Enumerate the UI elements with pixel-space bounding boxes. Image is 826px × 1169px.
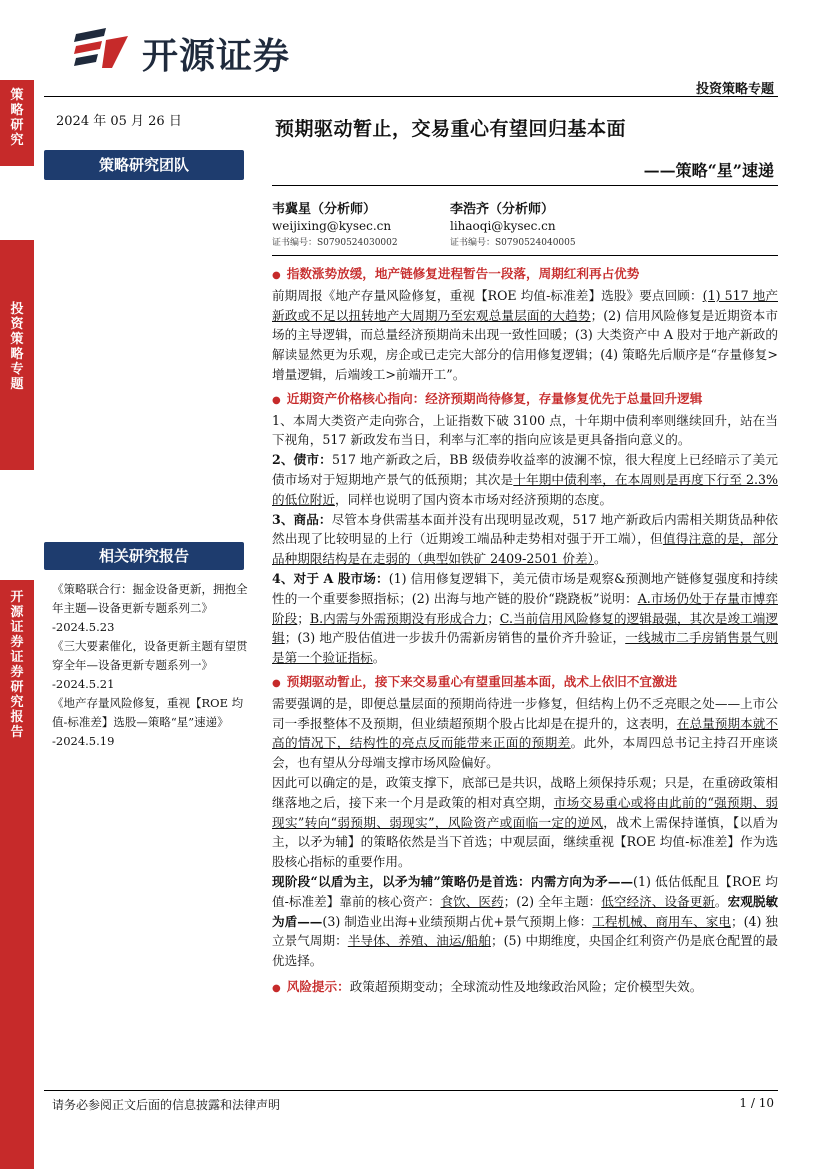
analyst-email[interactable]: lihaoqi@kysec.cn	[450, 219, 556, 233]
section-heading: ● 近期资产价格核心指向：经济预期尚待修复，存量修复优先于总量回升逻辑	[272, 389, 778, 411]
report-title: 预期驱动暂止，交易重心有望回归基本面	[275, 118, 627, 140]
analyst-email[interactable]: weijixing@kysec.cn	[272, 219, 392, 233]
paragraph: 1、本周大类资产走向弥合，上证指数下破 3100 点，十年期中债利率则继续回升，站在当下视角，517 新政发布当日，利率与汇率的指向应该是更具备指向意义的。	[272, 412, 778, 448]
report-body	[272, 260, 778, 999]
footer-disclaimer: 请务必参阅正文后面的信息披露和法律声明	[52, 1098, 281, 1112]
paragraph: 4、对于 A 股市场：(1) 信用修复逻辑下，美元债市场是观察&预测地产链修复强度和持续性的一个重要参照指标；(2) 出海与地产链的股价“跷跷板”说明：A.市场仍处于存量市博弈阶段；B.内需与外需预期没有形成合力；C.当前信用风险修复的逻辑最强，其次是竣工端逻辑；(3) 地产股估值进一步拔升仍需新房销售的量价齐升验证，一线城市二手房销售景气则是第一个验证指标。	[272, 570, 779, 666]
risk-warning: ● 风险提示：政策超预期变动；全球流动性及地缘政治风险；定价模型失效。	[272, 977, 778, 999]
analyst-card	[450, 201, 576, 252]
related-report-title: 《三大要素催化，设备更新主题有望贯穿全年—设备更新专题系列一》	[52, 639, 248, 672]
brand-logo-icon	[72, 24, 134, 72]
related-report-item[interactable]	[52, 580, 256, 637]
analyst-cert: 证书编号：S0790524040005	[450, 238, 576, 248]
side-tab-topic: 投资策略专题	[0, 240, 34, 470]
analyst-cert: 证书编号：S0790524030002	[272, 238, 398, 248]
side-tab-strategy: 策略研究	[0, 80, 34, 166]
title-divider	[272, 185, 778, 186]
paragraph: 需要强调的是，即便总量层面的预期尚待进一步修复，但结构上仍不乏亮眼之处——上市公司一季报整体不及预期，但业绩超预期个股占比却是在提升的，这表明，在总量预期本就不高的情况下，结构性的亮点反而能带来正面的预期差。此外，本周四总书记主持召开座谈会，也有望从分母端支撑市场风险偏好。	[272, 695, 779, 771]
header-divider	[44, 96, 778, 97]
related-report-date: -2024.5.19	[52, 734, 115, 748]
header-tag: 投资策略专题	[695, 82, 774, 97]
section-heading: ● 指数涨势放缓，地产链修复进程暂告一段落，周期红利再占优势	[272, 264, 778, 286]
report-date: 2024 年 05 月 26 日	[56, 114, 182, 129]
paragraph: 因此可以确定的是，政策支撑下，底部已是共识，战略上须保持乐观；只是，在重磅政策相继落地之后，接下来一个月是政策的相对真空期，市场交易重心或将由此前的“强预期、弱现实”转向“弱预期、弱现实”，风险资产或面临一定的逆风，战术上需保持谨慎，【以盾为主，以矛为辅】的策略依然是当下首选；中观层面，继续重视【ROE 均值-标准差】作为选股核心指标的重要作用。	[272, 774, 778, 870]
paragraph: 现阶段“以盾为主，以矛为辅”策略仍是首选：内需方向为矛——(1) 低估低配且【ROE 均值-标准差】靠前的核心资产：食饮、医药；(2) 全年主题：低空经济、设备更新。宏观脱敏为盾——(3) 制造业出海+业绩预期占优+景气预期上修：工程机械、商用车、家电；(4) 独立景气周期：半导体、养殖、油运/船舶；(5) 中期维度，央国企红利资产仍是底仓配置的最优选择。	[272, 873, 779, 969]
related-report-title: 《策略联合行：掘金设备更新，拥抱全年主题—设备更新专题系列二》	[52, 582, 248, 615]
section-heading: ● 预期驱动暂止，接下来交易重心有望重回基本面，战术上依旧不宜激进	[272, 672, 778, 694]
related-report-item[interactable]	[52, 637, 256, 694]
footer-divider	[44, 1090, 778, 1091]
team-label: 策略研究团队	[44, 150, 244, 180]
analyst-name: 李浩齐（分析师）	[450, 202, 555, 217]
analyst-card	[272, 201, 398, 252]
paragraph: 3、商品：尽管本身供需基本面并没有出现明显改观，517 地产新政后内需相关期货品种依然出现了比较明显的上行（近期竣工端品种走势相对强于开工端），但值得注意的是，部分品种期限结构是在走弱的（典型如铁矿 2409-2501 价差）。	[272, 511, 779, 567]
paragraph: 2、债市：517 地产新政之后，BB 级债券收益率的波澜不惊，很大程度上已经暗示了美元债市场对于短期地产景气的低预期；其次是十年期中债利率，在本周则是再度下行至 2.3%的低位附近，同样也说明了国内资本市场对经济预期的态度。	[272, 452, 778, 507]
risk-heading: ● 风险提示：	[272, 979, 350, 994]
paragraph: 前期周报《地产存量风险修复，重视【ROE 均值-标准差】选股》要点回顾：(1) 517 地产新政或不足以扭转地产大周期乃至宏观总量层面的大趋势；(2) 信用风险修复是近期资本市场的主导逻辑，而总量经济预期尚未出现一致性回暖；(3) 大类资产中 A 股对于地产新政的解读显然更为乐观，房企或已走完大部分的信用修复逻辑；(4) 策略先后顺序是“存量修复>增量逻辑，后端竣工>前端开工”。	[272, 287, 779, 382]
brand-name: 开源证券	[142, 36, 291, 77]
related-reports-list	[52, 580, 256, 751]
side-tab-firm: 开源证券 证券研究报告	[0, 580, 34, 1169]
related-reports-label: 相关研究报告	[44, 542, 244, 570]
page-number: 1 / 10	[739, 1096, 774, 1110]
report-subtitle: ——策略“星”速递	[643, 161, 774, 180]
related-report-item[interactable]	[52, 694, 256, 751]
related-report-date: -2024.5.21	[52, 677, 115, 691]
analyst-divider	[272, 255, 778, 256]
related-report-title: 《地产存量风险修复，重视【ROE 均值-标准差】选股—策略“星”速递》	[52, 696, 244, 729]
analyst-name: 韦冀星（分析师）	[272, 202, 377, 217]
related-report-date: -2024.5.23	[52, 620, 115, 634]
